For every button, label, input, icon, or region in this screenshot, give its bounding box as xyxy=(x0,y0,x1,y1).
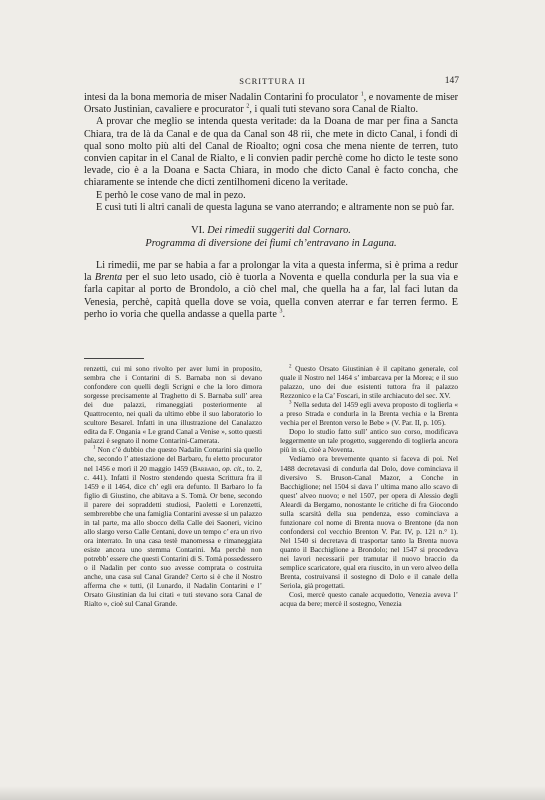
paragraph: Li rimedii, me par se habia a far a prolongar la vita a questa inferma, si è prima a redur la Brenta per el suo leto usado, ciò è tuorla a Noventa e quella condurla per la sua via e farla capitar al porto de Brondolo, a ciò chel mal, che quella ha a far, lal faci lutan da Venesia, perchè, capità quella dove se voia, quella conven aterrar e far terren fermo. E perho io voria che quella andasse a quella parte $^3$. xyxy=(84,260,458,320)
footnote-continuation: renzetti, cui mi sono rivolto per aver lumi in proposito, sembra che i Contarini di S. Barnaba non si devano confondere con quelli degli Scrigni e che la loro dimora sorgesse precisamente al Traghetto di S. Barnaba sull’ area dei due palazzi, rimaneggiati posteriormente al Quattrocento, nei quali da ultimo ebbe il suo laboratorio lo scultore Besarel. Infatti in una illustrazione del Canalazzo edita da F. Ongania « Le grand Canal a Venise », sotto questi palazzi è segnato il nome Contarini-Camerata. xyxy=(84,364,262,446)
paragraph: E cusì tuti li altri canali de questa laguna se vano aterrando; e altramente non se può far. xyxy=(96,201,455,213)
footnote-ref: 3 xyxy=(279,308,283,315)
paragraph: intesi da la bona memoria de miser Nadalin Contarini fo proculator $^1$, e novamente de miser Orsato Justinian, cavaliere e procurator $^2$, i quali tuti stevano sora Canal de Rialto. xyxy=(84,91,458,116)
footnote-rule xyxy=(84,358,144,359)
scan-edge-shadow xyxy=(0,786,545,800)
paragraph: E perhò le cose vano de mal in pezo. xyxy=(96,189,246,201)
section-subtitle: Programma di diversione dei fiumi ch’entravano in Laguna. xyxy=(145,238,397,250)
footnote-column-right xyxy=(280,364,458,608)
page-number: 147 xyxy=(444,76,459,86)
footnote-paragraph: Così, mercè questo canale acquedotto, Venezia aveva l’ acqua da bere; mercè il sostegno, Venezia xyxy=(280,590,458,609)
footnotes xyxy=(84,364,458,608)
running-title: SCRITTURA II xyxy=(239,76,306,86)
footnote-1: $^1$ Non c’è dubbio che questo Nadalin Contarini sia quello che, secondo l’ attestazione del Barbaro, fu eletto procurator nel 1456 e morì il 20 maggio 1459 (Barbaro, op. cit., to. 2, c. 441). Infatti il Nostro stendendo questa Scrittura fra il 1459 e il 1464, dice ch’ egli era defunto. Il Barbaro lo fa figlio di Giustino, che abitava a S. Tomà. Or bene, secondo il parere dei sopraddetti studiosi, Paoletti e Lorenzetti, sembrerebbe che una famiglia Contarini avesse sì un palazzo in tal parte, ma allo sbocco della Calle dei Saoneri, vicino allo slargo verso Calle Centani, dove un tempo c’ era un rivo ora interrato. In una casa testè manomessa e rimaneggiata esiste ancora uno stemma Contarini. Ma perchè non potrebb’ essere che questi Contarini di S. Tomà possedessero o il Nadalin per conto suo avesse comprata o costruita anche, una casa sul Canal Grande? Certo si è che il Nostro afferma che « tutti, (il Lunardo, il Nadalin Contarini e l’ Orsato Giustinian da lui citati « tuti stevano sora Canal de Rialto », cioè sul Canal Grande. xyxy=(84,445,262,609)
footnote-ref: 1 xyxy=(360,91,364,98)
paragraph: A provar che meglio se intenda questa veritade: da la Doana de mar per fina a Sancta Chiara, tra de là da Canal e de qua da Canal son 48 rii, che mete in dicto Canal, i fondi di qual sono molto più alti del Canal de Rioalto; ogni cosa che mena niente de terren, tuto convien capitar in el Canal de Rialto, e li convien padir perchè come ho dicto le teste sono levade, cio è a la Doana e Sacta Chiara, in modo che dicto Canal è facto concha, che chiaramente se intende che dicti zentilhomeni diceno la veritade. xyxy=(84,116,458,189)
footnote-3: $^3$ Nella seduta del 1459 egli aveva proposto di toglierla « a preso Strada e condurla in la Brenta vechia e la Brenta vechia per el Brenton verso le Bebe » (V. Par. II, p. 105). xyxy=(280,400,458,428)
section-title: VI. Dei rimedii suggeriti dal Cornaro. xyxy=(191,225,351,237)
section-number: VI. xyxy=(191,225,205,237)
footnote-paragraph: Dopo lo studio fatto sull’ antico suo corso, modificava leggermente un tale progetto, suggerendo di toglierla ancora più in sù, cioè a Noventa. xyxy=(280,427,458,455)
river-name: Brenta xyxy=(94,272,123,284)
footnote-paragraph: Vediamo ora brevemente quanto si faceva di poi. Nel 1488 decretavasi di condurla dal Dolo, dove cominciava il diversivo S. Bruson-Canal Mazor, a Conche in Bacchiglione; nel 1504 si dava l’ ultima mano allo scavo di quest’ alveo nuovo; e nel 1507, per opera di Alessio degli Aleardi da Bergamo, nonostante le critiche di fra Giocondo sulla scarsità della sua pendenza, esso cominciava a funzionare col nome di Brenta nuova o Brentone (da non confondersi col vecchio Brenton V. Par. IV, p. 121 n.° 1). Nel 1540 si decretava di trasportar tanto la Brenta nuova quanto il Bacchiglione a Brondolo; nel 1547 si procedeva nei lavori necessarii per tramutar il nuovo braccio da semplice scaricatore, qual era riuscito, in un vero alveo della Brenta, costruivansi il sostegno di Dolo e il canale della Seriola, già progettati. xyxy=(280,454,458,591)
main-text-top xyxy=(84,92,458,321)
section-heading xyxy=(84,224,458,250)
footnote-column-left xyxy=(84,364,262,608)
footnote-ref: 2 xyxy=(246,103,250,110)
footnote-2: $^2$ Questo Orsato Giustinian è il capitano generale, col quale il Nostro nel 1464 s’ imbarcava per la Morea; e il suo palazzo, uno dei due esistenti tuttora fra il palazzo Rezzonico e la Ca’ Foscari, in stile archiacuto del sec. XV. xyxy=(280,364,458,401)
page-header xyxy=(0,76,545,88)
